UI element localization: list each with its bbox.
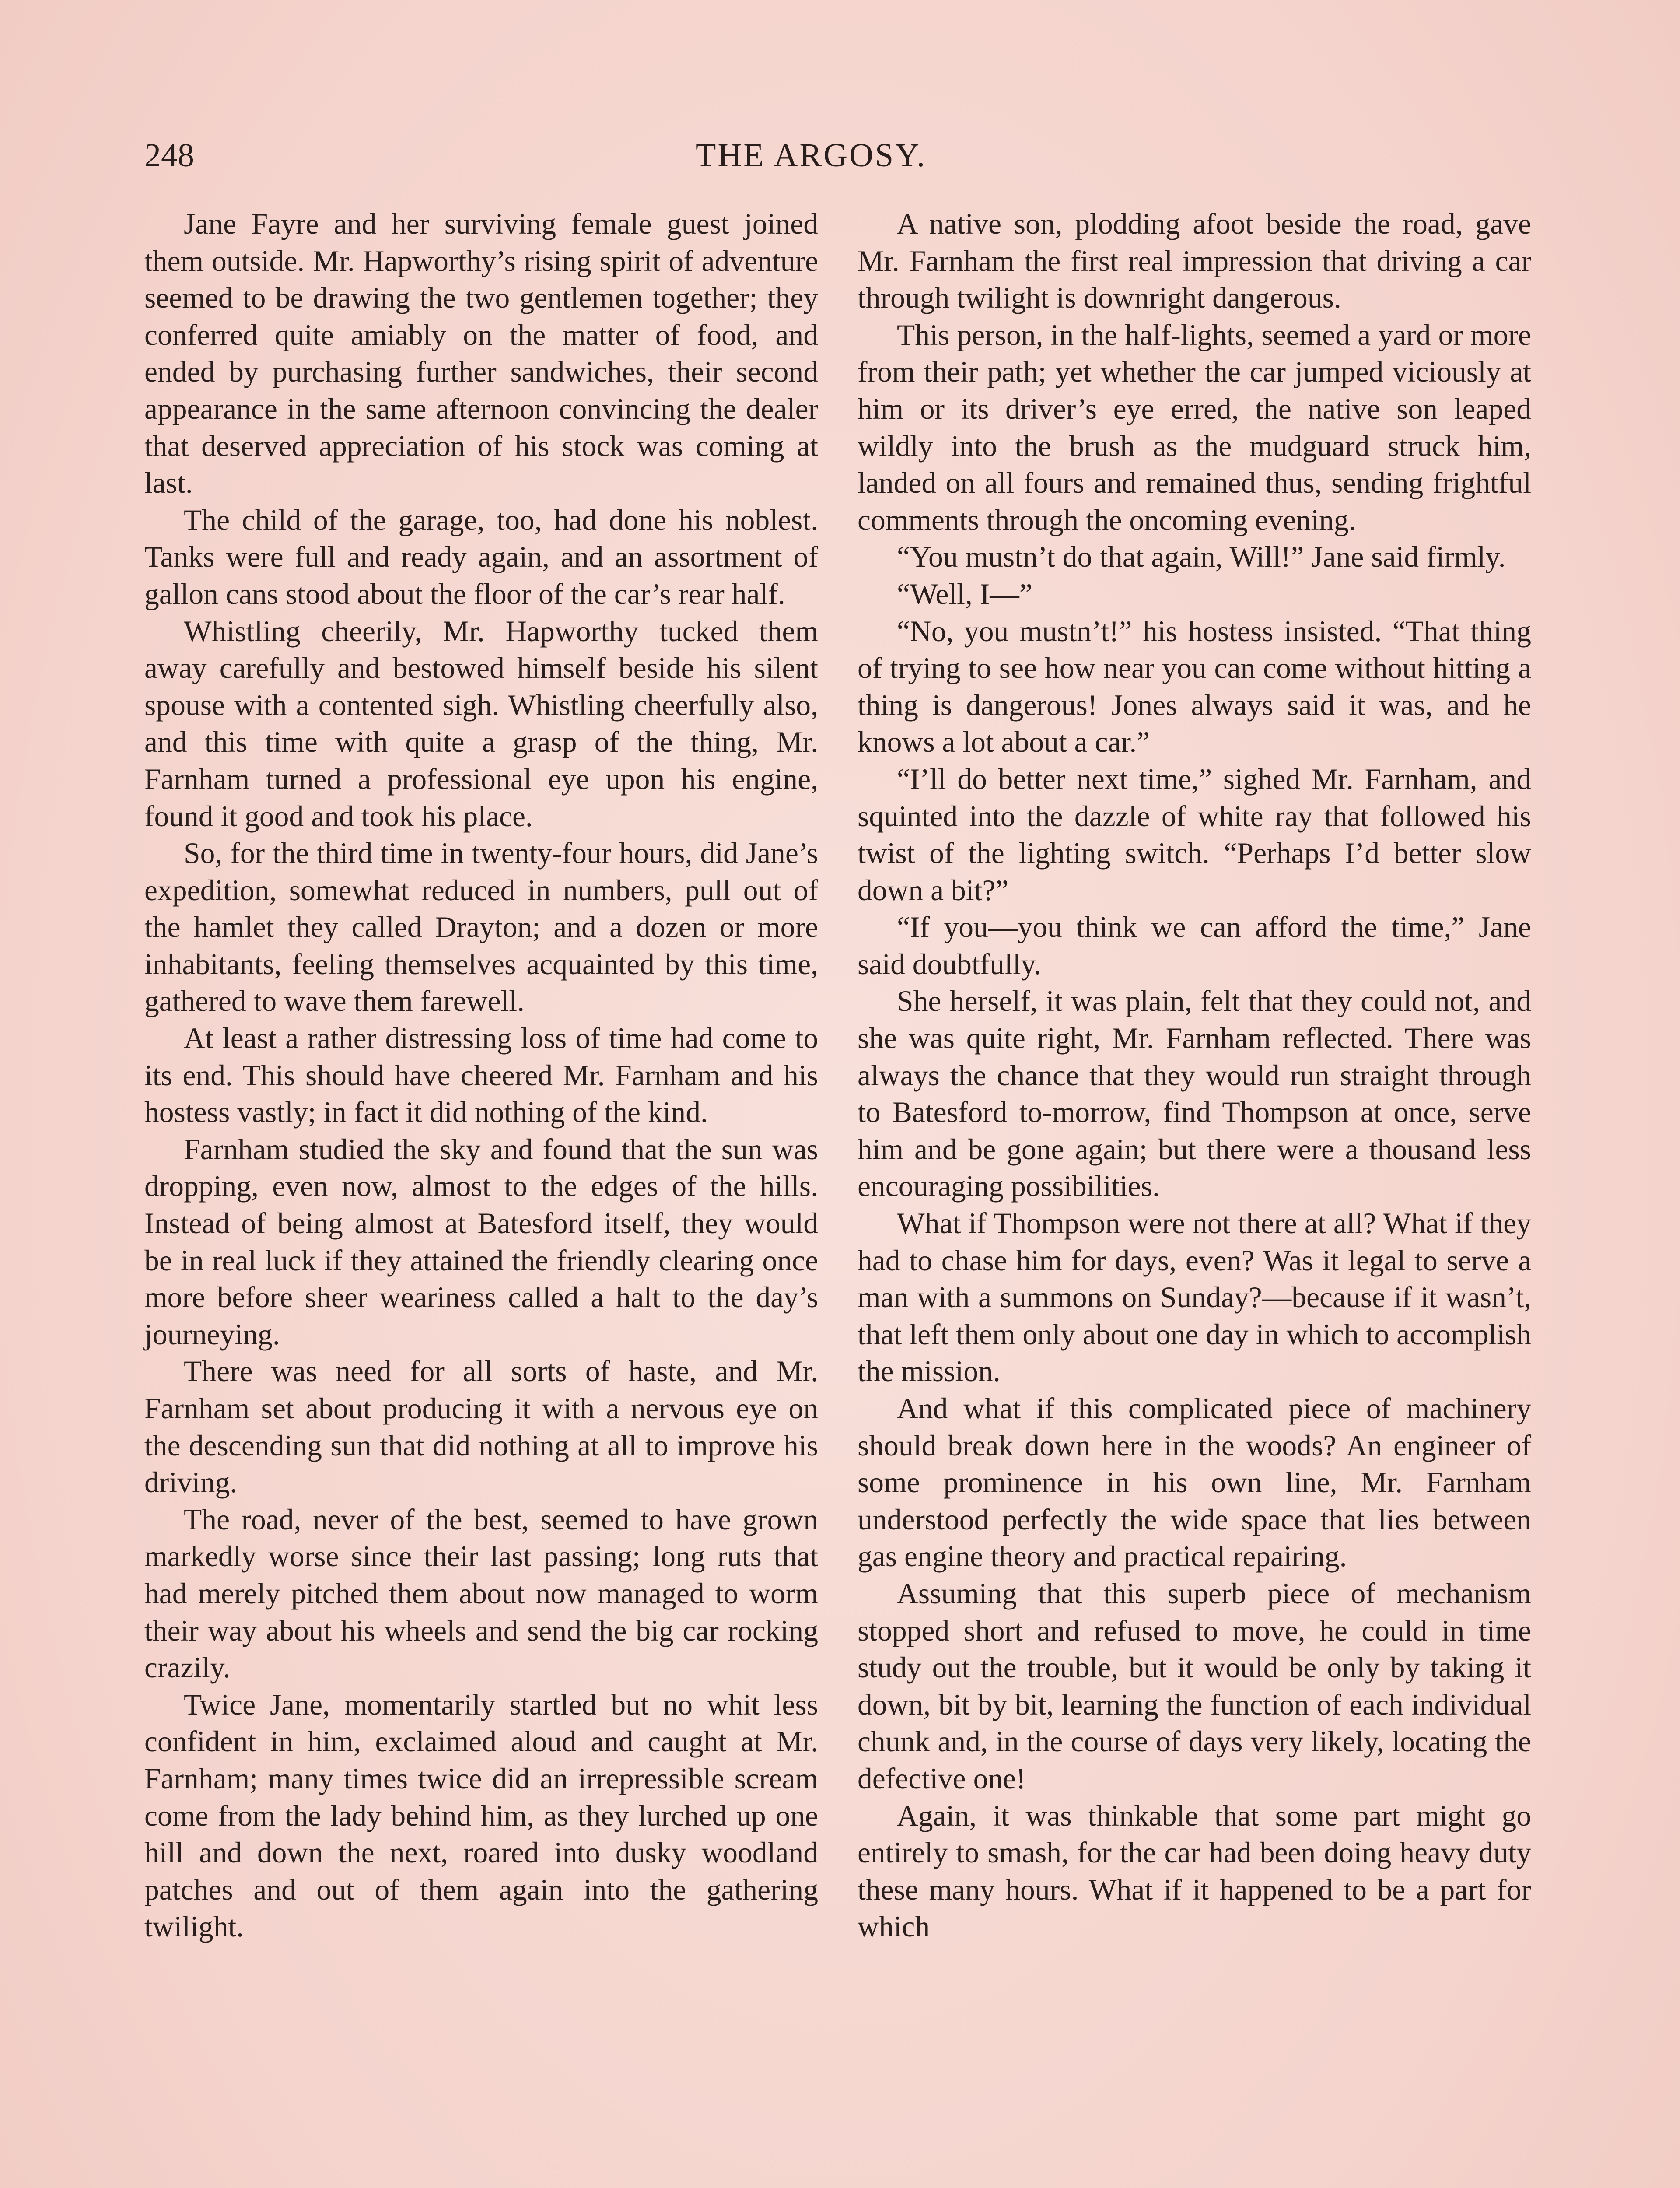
paragraph: “If you—you think we can afford the time,” Jane said doubtfully. [858, 911, 1531, 981]
running-head: THE ARGOSY. [696, 137, 927, 174]
paragraph: She herself, it was plain, felt that they could not, and she was quite right, Mr. Farnham reflected. There was always the chance that they would run straight through to Batesford to-morrow, find Thompson at once, serve him and be gone again; but there were a thousand less encouraging possibilities. [858, 985, 1531, 1203]
paragraph: Whistling cheerily, Mr. Hapworthy tucked them away carefully and bestowed himself beside his silent spouse with a contented sigh. Whistling cheerfully also, and this time with quite a grasp of the thing, Mr. Farnham turned a professional eye upon his engine, found it good and took his place. [144, 614, 818, 833]
paragraph: A native son, plodding afoot beside the road, gave Mr. Farnham the first real impression that driving a car through twilight is downright dangerous. [858, 207, 1531, 315]
paragraph: Assuming that this superb piece of mechanism stopped short and refused to move, he could in time study out the trouble, but it would be only by taking it down, bit by bit, learning the function of each individual chunk and, in the course of days very likely, locating the defective one! [858, 1577, 1531, 1795]
right-column [858, 206, 1531, 1946]
paragraph: Jane Fayre and her surviving female guest joined them outside. Mr. Hapworthy’s rising spirit of adventure seemed to be drawing the two gentlemen together; they conferred quite amiably on the matter of food, and ended by purchasing further sandwiches, their second appearance in the same afternoon convincing the dealer that deserved appreciation of his stock was coming at last. [144, 207, 818, 500]
page-number: 248 [144, 137, 194, 174]
paragraph: “Well, I—” [897, 577, 1032, 610]
paragraph: The road, never of the best, seemed to have grown markedly worse since their last passing; long ruts that had merely pitched them about now managed to worm their way about his wheels and send the big car rocking crazily. [144, 1503, 818, 1684]
paragraph: Twice Jane, momentarily startled but no whit less confident in him, exclaimed aloud and caught at Mr. Farnham; many times twice did an irrepressible scream come from the lady behind him, as they lurched up one hill and down the next, roared into dusky woodland patches and out of them again into the gathering twilight. [144, 1688, 818, 1943]
paragraph: Again, it was thinkable that some part might go entirely to smash, for the car had been doing heavy duty these many hours. What if it happened to be a part for which [858, 1799, 1531, 1943]
paragraph: What if Thompson were not there at all? What if they had to chase him for days, even? Was it legal to serve a man with a summons on Sunday?—because if it wasn’t, that left them only about one day in which to accomplish the mission. [858, 1207, 1531, 1388]
left-column [144, 206, 818, 1946]
page-header [144, 131, 1536, 179]
paragraph: There was need for all sorts of haste, and Mr. Farnham set about producing it with a nervous eye on the descending sun that did nothing at all to improve his driving. [144, 1355, 818, 1499]
paragraph: The child of the garage, too, had done his noblest. Tanks were full and ready again, and an assortment of gallon cans stood about the floor of the car’s rear half. [144, 503, 818, 610]
paragraph: So, for the third time in twenty-four hours, did Jane’s expedition, somewhat reduced in numbers, pull out of the hamlet they called Drayton; and a dozen or more inhabitants, feeling themselves acquainted by this time, gathered to wave them farewell. [144, 837, 818, 1018]
paragraph: “No, you mustn’t!” his hostess insisted. “That thing of trying to see how near you can come without hitting a thing is dangerous! Jones always said it was, and he knows a lot about a car.” [858, 614, 1531, 759]
paragraph: And what if this complicated piece of machinery should break down here in the woods? An engineer of some prominence in his own line, Mr. Farnham understood perfectly the wide space that lies between gas engine theory and practical repairing. [858, 1392, 1531, 1573]
paragraph: This person, in the half-lights, seemed a yard or more from their path; yet whether the car jumped viciously at him or its driver’s eye erred, the native son leaped wildly into the brush as the mudguard struck him, landed on all fours and remained thus, sending frightful comments through the oncoming evening. [858, 318, 1531, 536]
paragraph: “You mustn’t do that again, Will!” Jane said firmly. [897, 540, 1506, 574]
paragraph: “I’ll do better next time,” sighed Mr. Farnham, and squinted into the dazzle of white ray that followed his twist of the lighting switch. “Perhaps I’d better slow down a bit?” [858, 762, 1531, 907]
paragraph: At least a rather distressing loss of time had come to its end. This should have cheered Mr. Farnham and his hostess vastly; in fact it did nothing of the kind. [144, 1022, 818, 1129]
paragraph: Farnham studied the sky and found that the sun was dropping, even now, almost to the edges of the hills. Instead of being almost at Batesford itself, they would be in real luck if they attained the friendly clearing once more before sheer weariness called a halt to the day’s journeying. [144, 1133, 818, 1351]
